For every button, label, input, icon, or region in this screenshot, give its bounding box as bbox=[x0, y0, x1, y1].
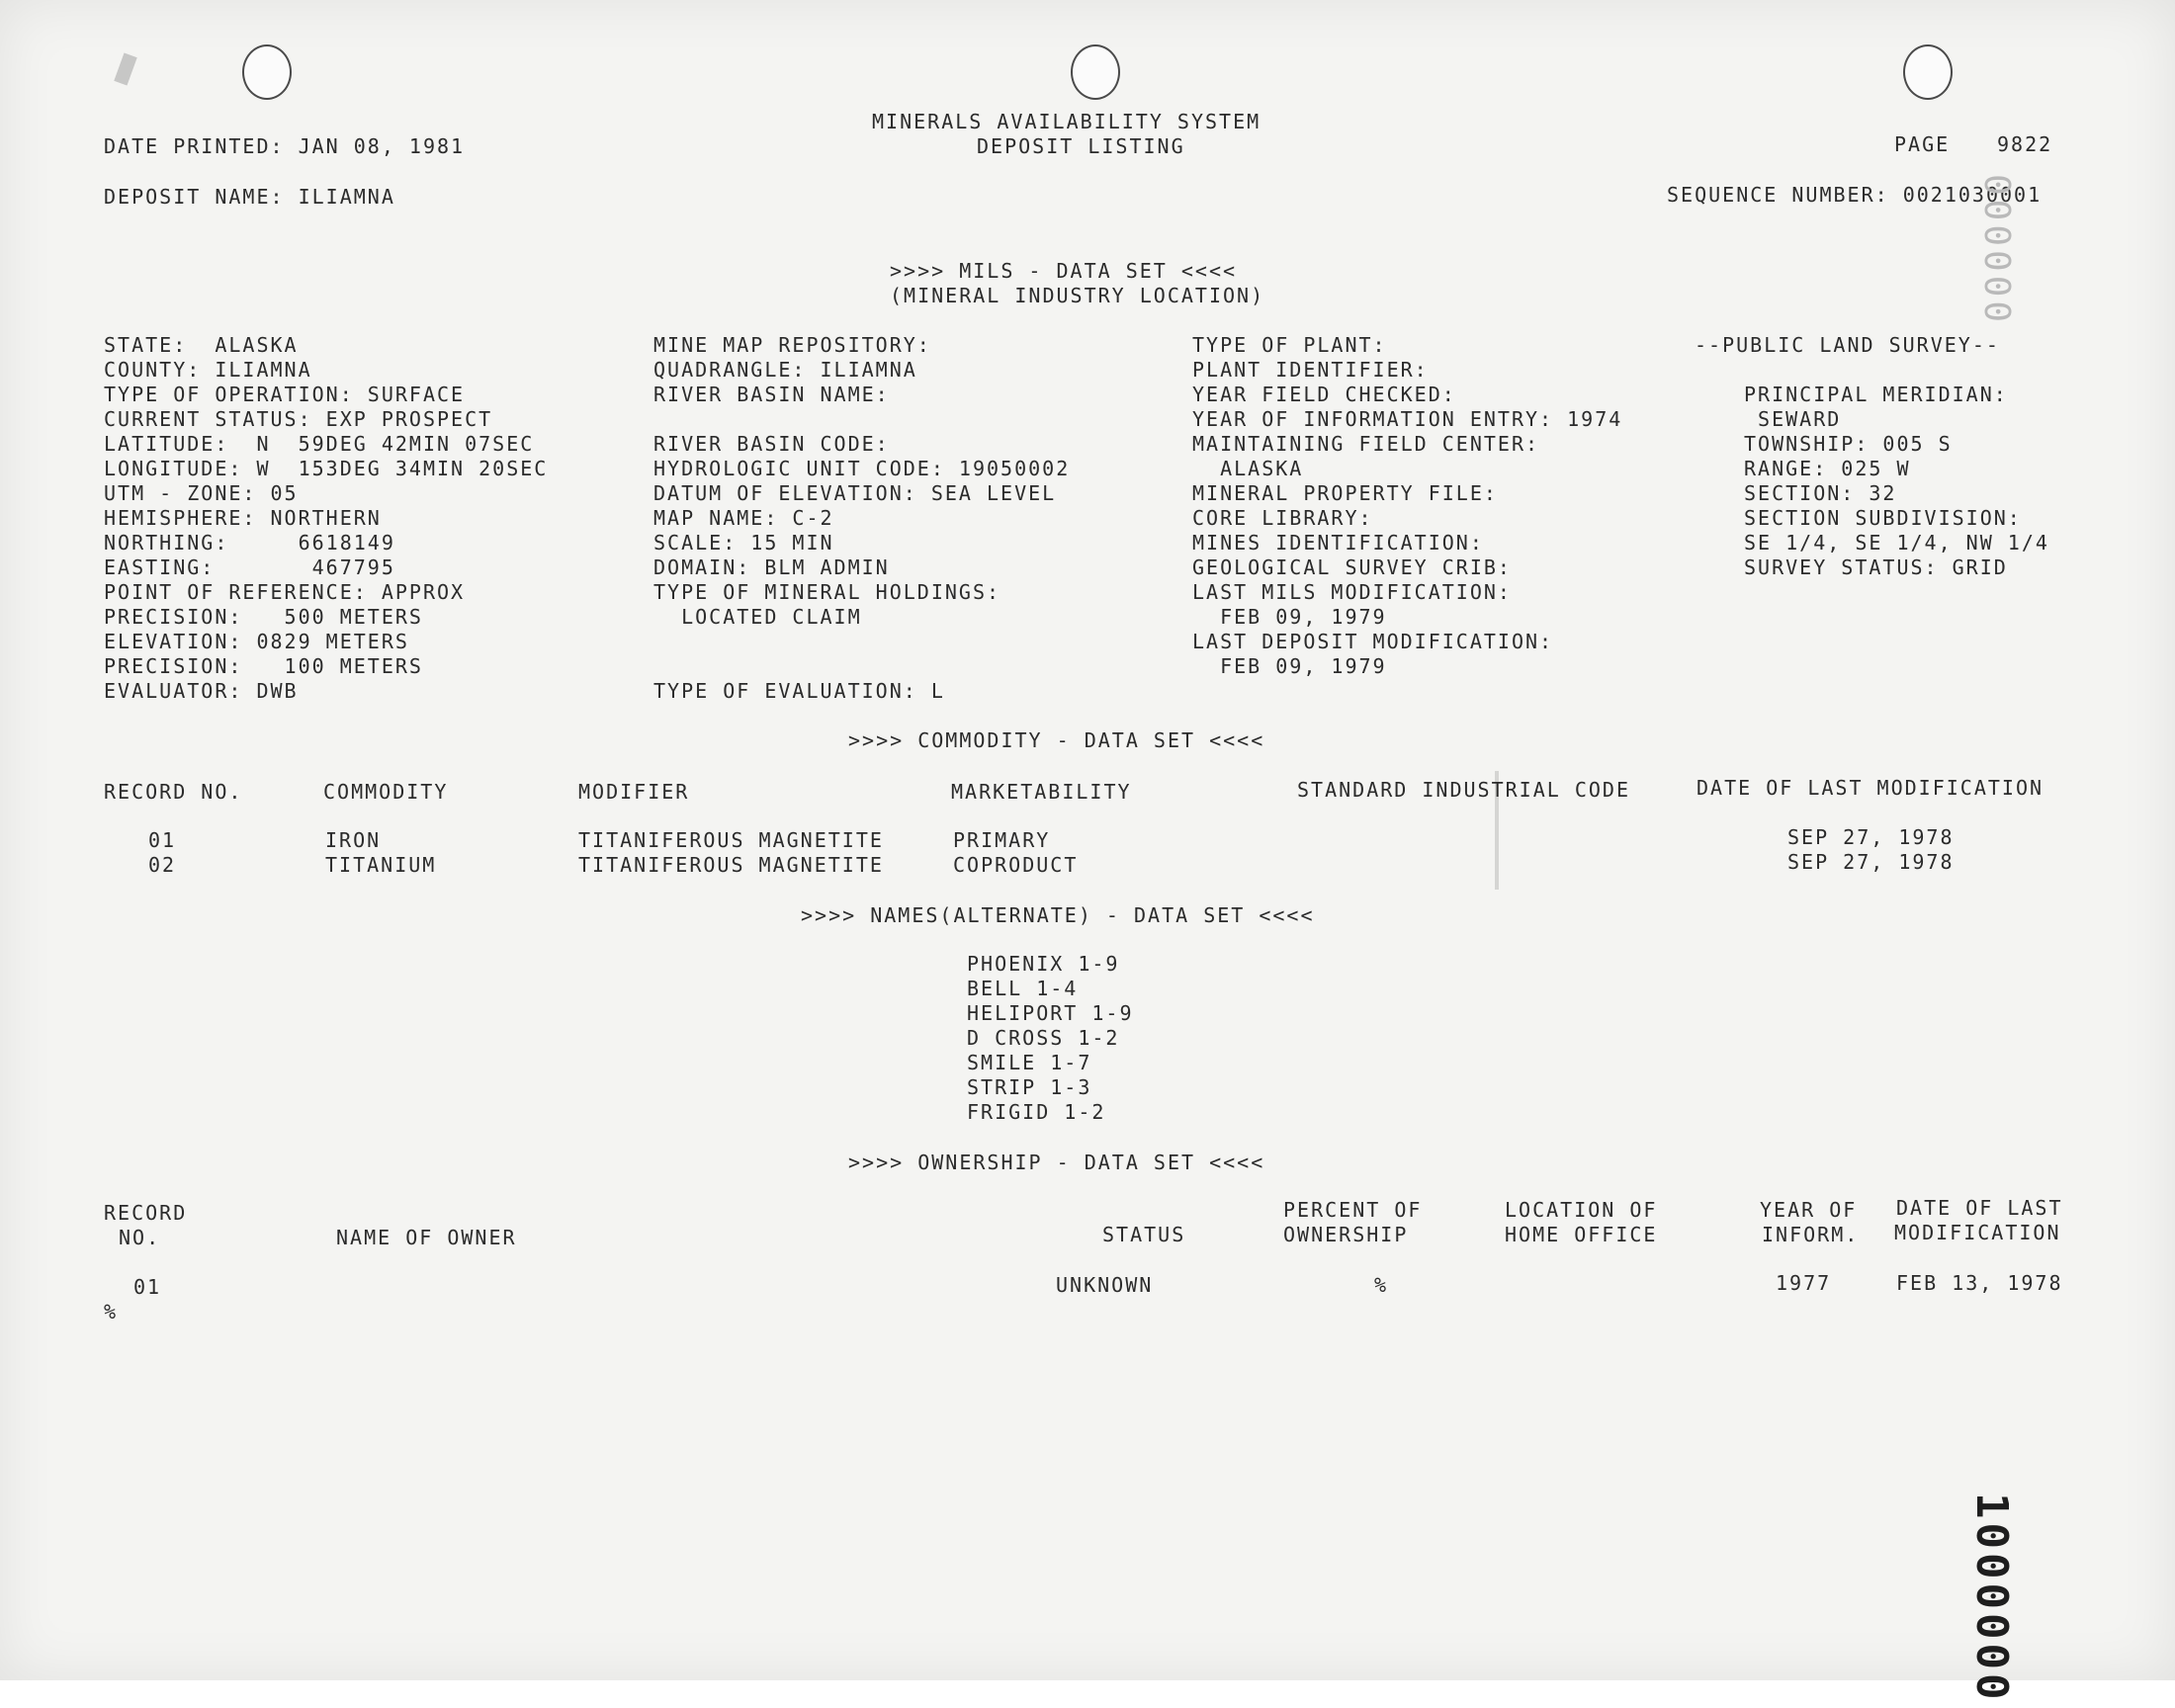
mils-field: ALASKA bbox=[1192, 457, 1304, 480]
ownership-header-record: NO. bbox=[119, 1226, 161, 1249]
faint-stamp-number: 000000 bbox=[1976, 174, 2017, 327]
film-stamp-number: 1000000 bbox=[1966, 1493, 2017, 1704]
ownership-record: 01 bbox=[133, 1275, 162, 1299]
mils-field: YEAR FIELD CHECKED: bbox=[1192, 383, 1456, 406]
mils-column-location bbox=[104, 333, 548, 704]
listing-title: DEPOSIT LISTING bbox=[977, 134, 1185, 158]
ownership-header-status: STATUS bbox=[1102, 1223, 1186, 1246]
mils-field: TYPE OF EVALUATION: L bbox=[653, 679, 945, 703]
ownership-header-year: INFORM. bbox=[1762, 1223, 1860, 1246]
commodity-marketability: COPRODUCT bbox=[953, 853, 1079, 877]
alternate-name: STRIP 1-3 bbox=[967, 1075, 1092, 1099]
ownership-percent: % bbox=[1374, 1273, 1389, 1297]
ownership-header-percent: OWNERSHIP bbox=[1283, 1223, 1409, 1246]
date-printed: DATE PRINTED: JAN 08, 1981 bbox=[104, 134, 466, 158]
commodity-header-sic: STANDARD INDUSTRIAL CODE bbox=[1297, 778, 1630, 802]
mils-column-map bbox=[653, 333, 1070, 704]
ownership-status: UNKNOWN bbox=[1056, 1273, 1154, 1297]
mils-section-subtitle: (MINERAL INDUSTRY LOCATION) bbox=[890, 284, 1265, 307]
page-label: PAGE bbox=[1894, 132, 1951, 156]
alternate-name: D CROSS 1-2 bbox=[967, 1026, 1120, 1050]
ownership-header-percent: PERCENT OF bbox=[1283, 1198, 1423, 1222]
commodity-date: SEP 27, 1978 bbox=[1787, 850, 1955, 874]
mils-field: FEB 09, 1979 bbox=[1192, 605, 1387, 629]
commodity-record: 02 bbox=[148, 853, 177, 877]
mils-field: MINES IDENTIFICATION: bbox=[1192, 531, 1484, 555]
mils-field: HEMISPHERE: NORTHERN bbox=[104, 506, 382, 530]
mils-field: SE 1/4, SE 1/4, NW 1/4 bbox=[1744, 531, 2049, 555]
mils-field: RIVER BASIN NAME: bbox=[653, 383, 890, 406]
mils-field bbox=[653, 630, 1070, 654]
mils-field: DATUM OF ELEVATION: SEA LEVEL bbox=[653, 481, 1057, 505]
alternate-name: BELL 1-4 bbox=[967, 977, 1079, 1000]
ownership-date: FEB 13, 1978 bbox=[1896, 1271, 2063, 1295]
commodity-name: TITANIUM bbox=[325, 853, 437, 877]
mils-column-plant bbox=[1192, 333, 1622, 679]
punch-hole-left bbox=[242, 44, 292, 100]
commodity-modifier: TITANIFEROUS MAGNETITE bbox=[578, 828, 884, 852]
mils-field: MINE MAP REPOSITORY: bbox=[653, 333, 931, 357]
commodity-modifier: TITANIFEROUS MAGNETITE bbox=[578, 853, 884, 877]
page-number: 9822 bbox=[1997, 132, 2053, 156]
public-land-survey-title: --PUBLIC LAND SURVEY-- bbox=[1695, 333, 2000, 357]
mils-field: PRECISION: 500 METERS bbox=[104, 605, 423, 629]
mils-field: PRINCIPAL MERIDIAN: bbox=[1744, 383, 2008, 406]
mils-field: LATITUDE: N 59DEG 42MIN 07SEC bbox=[104, 432, 535, 456]
ownership-header-date: MODIFICATION bbox=[1894, 1221, 2061, 1244]
mils-field: SEWARD bbox=[1744, 407, 1842, 431]
ownership-header-date: DATE OF LAST bbox=[1896, 1196, 2063, 1220]
punch-hole-right bbox=[1903, 44, 1953, 100]
punch-hole-center bbox=[1071, 44, 1120, 100]
mils-field: SURVEY STATUS: GRID bbox=[1744, 555, 2008, 579]
names-section-title: >>>> NAMES(ALTERNATE) - DATA SET <<<< bbox=[801, 903, 1315, 927]
sequence-number: SEQUENCE NUMBER: 0021030001 bbox=[1667, 183, 2043, 207]
mils-field: POINT OF REFERENCE: APPROX bbox=[104, 580, 466, 604]
mils-field: MAP NAME: C-2 bbox=[653, 506, 834, 530]
mils-field: EVALUATOR: DWB bbox=[104, 679, 299, 703]
mils-field: QUADRANGLE: ILIAMNA bbox=[653, 358, 917, 382]
mils-field: GEOLOGICAL SURVEY CRIB: bbox=[1192, 555, 1512, 579]
commodity-name: IRON bbox=[325, 828, 382, 852]
commodity-date: SEP 27, 1978 bbox=[1787, 825, 1955, 849]
mils-field: HYDROLOGIC UNIT CODE: 19050002 bbox=[653, 457, 1071, 480]
mils-field: TYPE OF OPERATION: SURFACE bbox=[104, 383, 466, 406]
ownership-header-year: YEAR OF bbox=[1760, 1198, 1858, 1222]
mils-field: LONGITUDE: W 153DEG 34MIN 20SEC bbox=[104, 457, 549, 480]
mils-field: MAINTAINING FIELD CENTER: bbox=[1192, 432, 1540, 456]
mils-field: PLANT IDENTIFIER: bbox=[1192, 358, 1429, 382]
mils-field: COUNTY: ILIAMNA bbox=[104, 358, 312, 382]
alternate-name: SMILE 1-7 bbox=[967, 1051, 1092, 1074]
mils-field: UTM - ZONE: 05 bbox=[104, 481, 299, 505]
mils-field: MINERAL PROPERTY FILE: bbox=[1192, 481, 1498, 505]
mils-field bbox=[653, 407, 1070, 432]
commodity-section-title: >>>> COMMODITY - DATA SET <<<< bbox=[848, 728, 1265, 752]
mils-field: RANGE: 025 W bbox=[1744, 457, 1911, 480]
commodity-record: 01 bbox=[148, 828, 177, 852]
mils-field: TYPE OF PLANT: bbox=[1192, 333, 1387, 357]
ownership-year: 1977 bbox=[1776, 1271, 1832, 1295]
mils-field: LAST MILS MODIFICATION: bbox=[1192, 580, 1512, 604]
mils-field: SCALE: 15 MIN bbox=[653, 531, 834, 555]
mils-field: EASTING: 467795 bbox=[104, 555, 395, 579]
mils-field: LOCATED CLAIM bbox=[653, 605, 862, 629]
commodity-header-modifier: MODIFIER bbox=[578, 780, 690, 804]
commodity-header-marketability: MARKETABILITY bbox=[951, 780, 1132, 804]
mils-field: ELEVATION: 0829 METERS bbox=[104, 630, 409, 653]
ownership-header-location: LOCATION OF bbox=[1505, 1198, 1658, 1222]
commodity-header-commodity: COMMODITY bbox=[323, 780, 449, 804]
mils-field: DOMAIN: BLM ADMIN bbox=[653, 555, 890, 579]
commodity-marketability: PRIMARY bbox=[953, 828, 1051, 852]
ownership-header-name: NAME OF OWNER bbox=[336, 1226, 517, 1249]
ownership-header-record: RECORD bbox=[104, 1201, 188, 1225]
mils-field bbox=[653, 654, 1070, 679]
system-title: MINERALS AVAILABILITY SYSTEM bbox=[872, 110, 1262, 133]
mils-section-title: >>>> MILS - DATA SET <<<< bbox=[890, 259, 1238, 283]
mils-field: CURRENT STATUS: EXP PROSPECT bbox=[104, 407, 493, 431]
mils-field: LAST DEPOSIT MODIFICATION: bbox=[1192, 630, 1554, 653]
mils-field: FEB 09, 1979 bbox=[1192, 654, 1387, 678]
alternate-names-list bbox=[967, 952, 1134, 1125]
mils-field: SECTION: 32 bbox=[1744, 481, 1897, 505]
mils-field: CORE LIBRARY: bbox=[1192, 506, 1373, 530]
mils-field: TOWNSHIP: 005 S bbox=[1744, 432, 1953, 456]
ownership-section-title: >>>> OWNERSHIP - DATA SET <<<< bbox=[848, 1151, 1265, 1174]
commodity-header-record: RECORD NO. bbox=[104, 780, 243, 804]
alternate-name: PHOENIX 1-9 bbox=[967, 952, 1120, 976]
mils-field: NORTHING: 6618149 bbox=[104, 531, 395, 555]
mils-field: RIVER BASIN CODE: bbox=[653, 432, 890, 456]
alternate-name: HELIPORT 1-9 bbox=[967, 1001, 1134, 1025]
mils-field: STATE: ALASKA bbox=[104, 333, 299, 357]
mils-field: SECTION SUBDIVISION: bbox=[1744, 506, 2022, 530]
mils-column-land-survey bbox=[1744, 383, 2049, 580]
alternate-name: FRIGID 1-2 bbox=[967, 1100, 1106, 1124]
mils-field: PRECISION: 100 METERS bbox=[104, 654, 423, 678]
mils-field: YEAR OF INFORMATION ENTRY: 1974 bbox=[1192, 407, 1623, 431]
commodity-header-date: DATE OF LAST MODIFICATION bbox=[1696, 776, 2044, 800]
ownership-header-location: HOME OFFICE bbox=[1505, 1223, 1658, 1246]
scan-mark bbox=[114, 53, 136, 86]
deposit-name: DEPOSIT NAME: ILIAMNA bbox=[104, 185, 395, 209]
mils-field: TYPE OF MINERAL HOLDINGS: bbox=[653, 580, 1001, 604]
ownership-trailer: % bbox=[104, 1300, 119, 1324]
